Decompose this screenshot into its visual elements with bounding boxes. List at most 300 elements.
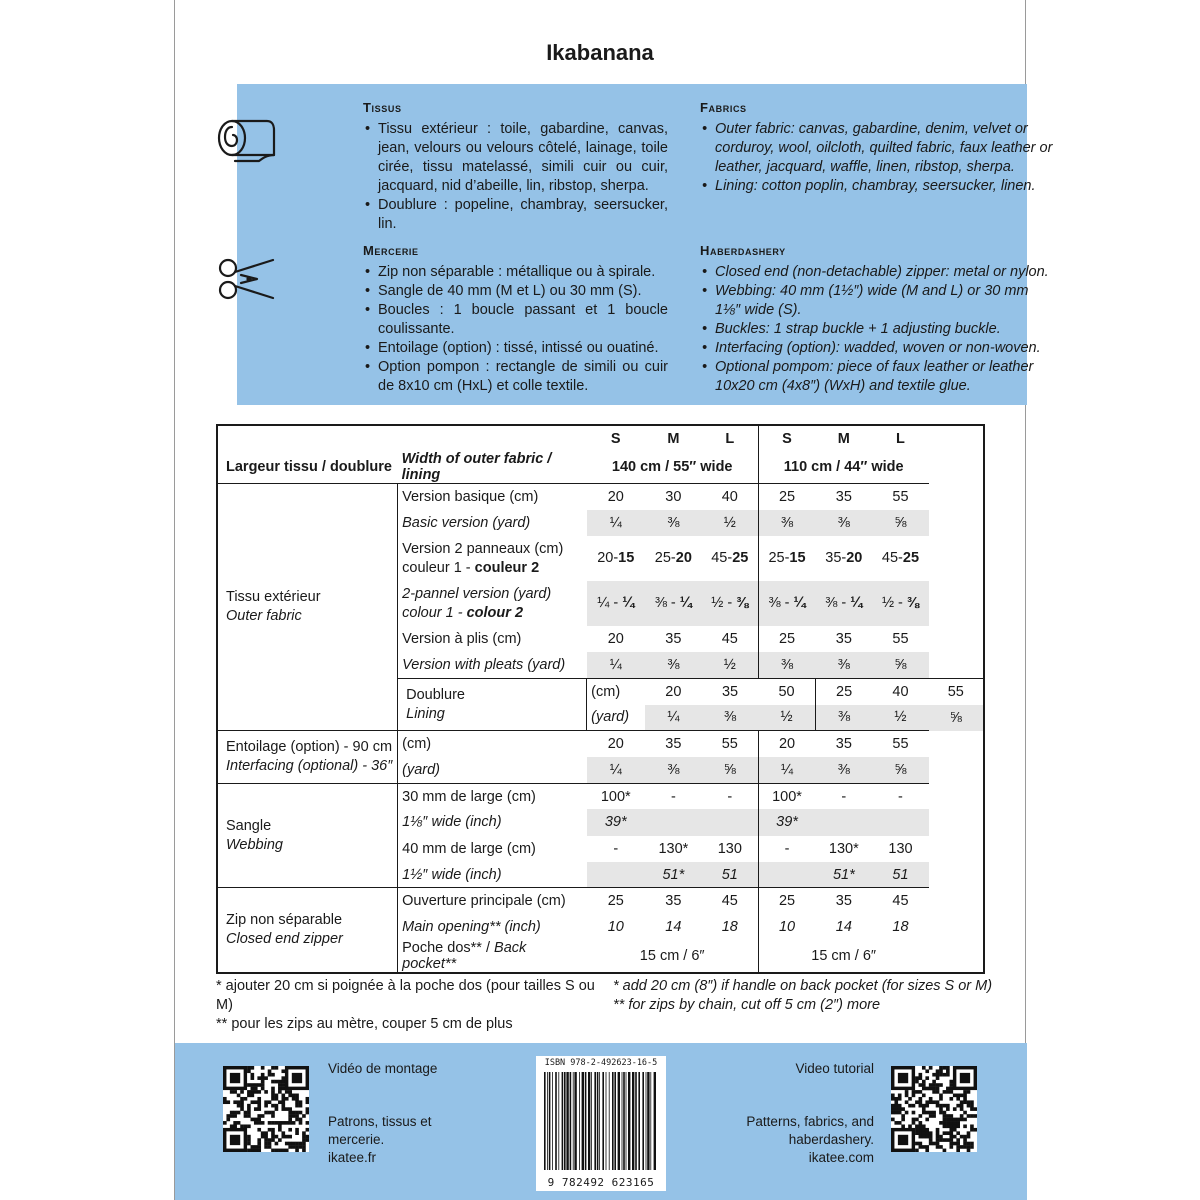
barcode-bar [544,1072,546,1170]
qr-module [963,1124,967,1128]
row-label: (cm) [398,731,587,757]
cell: ½ [872,705,928,731]
qr-module [299,1145,303,1149]
qr-module [946,1121,950,1125]
cell: 55 [702,731,758,757]
table-row [217,888,984,914]
qr-module [233,1100,237,1104]
qr-module [264,1131,268,1135]
qr-module [302,1138,306,1142]
qr-module [278,1080,282,1084]
cell [872,536,928,581]
cell: 45 [872,888,928,914]
qr-module [960,1145,964,1149]
qr-module [275,1094,279,1098]
qr-module [281,1094,285,1098]
qr-module [237,1104,241,1108]
qr-module [925,1111,929,1115]
qr-module [939,1083,943,1087]
qr-module [271,1073,275,1077]
qr-module [292,1094,296,1098]
qr-module [257,1097,261,1101]
qr-module [946,1104,950,1108]
qr-module [288,1145,292,1149]
cell: ⅜ [645,757,702,783]
qr-module [257,1090,261,1094]
qr-module [285,1090,289,1094]
qr-module [970,1107,974,1111]
list-item: • Lining: cotton poplin, chambray, seersucker, linen. [700,177,1055,196]
qr-module [257,1118,261,1122]
qr-module [240,1097,244,1101]
shop-fr [328,1113,432,1167]
qr-module [939,1121,943,1125]
qr-finder [292,1073,302,1083]
cell: 50 [758,678,815,704]
cell: 10 [758,914,815,940]
qr-module [275,1104,279,1108]
row-label: 1⅛″ wide (inch) [402,814,502,831]
qr-module [912,1090,916,1094]
qr-module [271,1149,275,1152]
pattern-sheet [174,0,1053,1200]
qr-module [936,1073,940,1077]
shop-en [746,1113,874,1167]
cell: 130 [888,840,913,857]
qr-module [953,1121,957,1125]
qr-module [922,1087,926,1091]
qr-module [257,1138,261,1142]
qr-module [247,1107,251,1111]
qr-module [946,1118,950,1122]
cell: 100* [587,783,645,809]
qr-module [271,1104,275,1108]
cell [645,809,702,835]
qr-module [264,1100,268,1104]
video-en: Video tutorial [795,1061,874,1076]
qr-module [306,1121,309,1125]
cell: 15 cm / 6″ [758,940,928,973]
row-label: Basic version (yard) [402,514,531,531]
cell-part: 15 [618,550,635,567]
qr-module [254,1107,258,1111]
qr-module [908,1124,912,1128]
qr-module [932,1073,936,1077]
qr-module [936,1069,940,1073]
note: ** pour les zips au mètre, couper 5 cm de plus [216,1016,513,1032]
qr-module [963,1138,967,1142]
qr-module [894,1097,898,1101]
qr-module [925,1087,929,1091]
qr-module [268,1142,272,1146]
cell-part: 25 [732,550,749,567]
cell: 51 [872,862,928,888]
qr-module [956,1124,960,1128]
qr-module [278,1100,282,1104]
barcode-bar [585,1072,587,1170]
qr-module [306,1138,309,1142]
row-label-line: 2-pannel version (yard) [402,585,552,602]
qr-module [963,1100,967,1104]
qr-module [929,1097,933,1101]
row-label [398,940,587,973]
qr-module [932,1111,936,1115]
qr-module [295,1128,299,1132]
qr-module [919,1121,923,1125]
qr-module [285,1121,289,1125]
qr-module [915,1142,919,1146]
qr-module [919,1076,923,1080]
qr-module [281,1131,285,1135]
qr-module [247,1083,251,1087]
qr-module [960,1118,964,1122]
qr-module [922,1124,926,1128]
qr-module [254,1121,258,1125]
list-item: • Outer fabric: canvas, gabardine, denim, velvet or corduroy, wool, oilcloth, quilted fabric, faux leather or leather, jacquard, waffle, linen, ribstop, sherpa. [700,120,1055,177]
qr-module [244,1114,248,1118]
qr-module [223,1097,227,1101]
qr-module [244,1111,248,1115]
size-label: S [610,430,621,447]
cell: 20 [587,484,645,510]
qr-module [257,1128,261,1132]
qr-module [257,1114,261,1118]
qr-module [960,1104,964,1108]
qr-module [306,1100,309,1104]
row-label: (yard) [402,761,440,778]
header-en: Width of outer fabric / lining [401,451,552,484]
cell: 35 [815,731,872,757]
site-en-link[interactable]: ikatee.com [808,1150,874,1165]
cell-part: 25- [768,550,790,567]
cell: 45 [702,888,758,914]
qr-module [939,1069,943,1073]
qr-module [275,1066,279,1070]
barcode-bar [549,1072,551,1170]
qr-module [919,1128,923,1132]
qr-module [915,1100,919,1104]
qr-module [915,1090,919,1094]
cell: ⅜ [758,652,815,678]
qr-module [943,1104,947,1108]
cell: ⅝ [702,757,758,783]
cell: ⅜ [645,652,702,678]
qr-module [302,1114,306,1118]
qr-module [251,1076,255,1080]
qr-module [936,1145,940,1149]
cell: 25 [758,484,815,510]
qr-module [929,1131,933,1135]
cell: 18 [721,919,738,936]
qr-code-en[interactable] [891,1066,977,1152]
qr-module [956,1149,960,1152]
cell: 35 [815,484,872,510]
cell: ⅜ [815,757,872,783]
cell-part: ⅜ - [825,595,851,612]
qr-module [912,1094,916,1098]
barcode-bar [623,1072,625,1170]
cell: - [815,783,872,809]
qr-module [943,1073,947,1077]
width-header-row [217,451,984,484]
qr-module [264,1090,268,1094]
qr-module [949,1080,953,1084]
row-label-part: colour 1 - [402,604,467,621]
qr-module [925,1104,929,1108]
qr-module [898,1104,902,1108]
cell: 51* [645,862,702,888]
barcode-bar [622,1072,623,1170]
qr-module [292,1114,296,1118]
qr-module [967,1131,971,1135]
cell: ⅝ [872,652,928,678]
qr-module [288,1128,292,1132]
cell [872,809,928,835]
qr-module [939,1104,943,1108]
qr-module [963,1097,967,1101]
qr-module [281,1121,285,1125]
qr-module [306,1135,309,1139]
table-row [217,783,984,809]
qr-module [288,1135,292,1139]
qr-module [925,1069,929,1073]
qr-module [898,1107,902,1111]
qr-module [281,1087,285,1091]
qr-module [967,1090,971,1094]
qr-module [251,1083,255,1087]
cell: 14 [665,919,682,936]
qr-module [299,1118,303,1122]
qr-module [939,1111,943,1115]
qr-module [898,1097,902,1101]
row-label-part: couleur 1 - [402,559,475,576]
isbn-text: ISBN 978-2-492623-16-5 [544,1058,658,1068]
cell [587,536,645,581]
qr-module [302,1131,306,1135]
qr-module [261,1076,265,1080]
list-item: • Webbing: 40 mm (1½″) wide (M and L) or 30 mm 1⅛″ wide (S). [700,282,1055,320]
qr-module [946,1087,950,1091]
qr-module [278,1138,282,1142]
qr-module [970,1114,974,1118]
row-label-part: Back pocket** [402,940,527,973]
qr-module [261,1066,265,1070]
list-item: • Closed end (non-detachable) zipper: metal or nylon. [700,263,1055,282]
qr-module [285,1097,289,1101]
qr-module [960,1094,964,1098]
fabric-roll-icon [215,114,277,171]
qr-module [275,1121,279,1125]
qr-module [929,1087,933,1091]
qr-finder [230,1135,240,1145]
cell: ⅜ [702,705,758,731]
qr-module [271,1135,275,1139]
cell: - [758,836,815,862]
cell: 25 [815,678,872,704]
cell: 55 [892,631,909,648]
row-label: Version basique (cm) [398,484,587,510]
cell-part: ¼ [622,595,635,612]
cell-part: 35- [825,550,847,567]
row-label: Main opening** (inch) [402,919,541,936]
qr-module [271,1128,275,1132]
qr-module [929,1138,933,1142]
cell [702,809,758,835]
qr-module [251,1145,255,1149]
qr-module [251,1094,255,1098]
cell [587,581,645,626]
qr-module [247,1066,251,1070]
qr-module [956,1145,960,1149]
qr-module [894,1100,898,1104]
qr-module [898,1094,902,1098]
qr-module [257,1142,261,1146]
qr-module [929,1111,933,1115]
qr-module [292,1142,296,1146]
qr-code-fr[interactable] [223,1066,309,1152]
qr-module [943,1066,947,1070]
cell: 45 [721,631,738,648]
qr-module [932,1087,936,1091]
cell: - [872,783,928,809]
qr-module [949,1142,953,1146]
qr-module [247,1104,251,1108]
barcode-bar [588,1072,590,1170]
cell: 20 [607,631,624,648]
cell: 25 [587,888,645,914]
group-interfacing [217,731,398,783]
qr-module [970,1104,974,1108]
table-row [217,731,984,757]
qr-module [960,1107,964,1111]
barcode-bar [642,1072,644,1170]
qr-module [891,1104,895,1108]
qr-module [946,1090,950,1094]
qr-module [912,1104,916,1108]
group-zipper [217,888,398,973]
qr-module [295,1149,299,1152]
size-label: S [758,425,815,451]
qr-module [963,1118,967,1122]
qr-module [922,1104,926,1108]
qr-module [891,1107,895,1111]
qr-finder [898,1073,908,1083]
qr-module [271,1097,275,1101]
qr-module [254,1145,258,1149]
cell-part: 45- [711,550,733,567]
barcode-bar [574,1072,576,1170]
cell: 35 [645,731,702,757]
qr-module [912,1118,916,1122]
cell-part: ¼ - [597,595,623,612]
qr-module [960,1100,964,1104]
cell: ½ [758,705,815,731]
qr-module [271,1131,275,1135]
cell-part: ⅜ [906,595,920,612]
cell [702,536,758,581]
qr-finder [898,1135,908,1145]
qr-module [285,1135,289,1139]
qr-module [251,1090,255,1094]
qr-module [244,1097,248,1101]
cell [815,536,872,581]
fabrics-fr-heading: Tissus [363,100,402,115]
qr-module [288,1118,292,1122]
cell-part: 20- [597,550,619,567]
cell: 55 [872,731,928,757]
qr-module [288,1094,292,1098]
qr-module [919,1104,923,1108]
cell-part: ⅜ - [654,595,680,612]
qr-module [912,1111,916,1115]
qr-module [226,1114,230,1118]
qr-module [919,1135,923,1139]
qr-module [925,1076,929,1080]
haberdashery-en [700,241,1055,396]
qr-module [257,1145,261,1149]
size-label: M [837,430,850,447]
qr-module [292,1097,296,1101]
cell: ⅜ [815,705,872,731]
qr-module [233,1124,237,1128]
cell: ⅜ [815,652,872,678]
qr-module [275,1142,279,1146]
qr-module [278,1121,282,1125]
qr-module [925,1118,929,1122]
qr-module [240,1090,244,1094]
qr-module [943,1121,947,1125]
cell-part: ¼ [679,595,692,612]
qr-module [271,1087,275,1091]
cell: ⅝ [929,705,984,731]
barcode-bar [632,1072,634,1170]
qr-module [292,1145,296,1149]
qr-module [922,1135,926,1139]
group-label-en: Closed end zipper [226,931,343,948]
qr-module [288,1090,292,1094]
qr-module [295,1131,299,1135]
site-fr-link[interactable]: ikatee.fr [328,1150,377,1165]
qr-module [275,1149,279,1152]
cell: 25 [758,626,815,652]
qr-module [271,1114,275,1118]
group-label-en: Lining [406,705,445,722]
qr-module [929,1100,933,1104]
cell: 14 [835,919,852,936]
qr-module [908,1104,912,1108]
row-label: 1½″ wide (inch) [402,866,502,883]
qr-module [254,1149,258,1152]
barcode-bar [638,1072,640,1170]
barcode-bar [647,1072,649,1170]
qr-module [956,1142,960,1146]
qr-module [922,1131,926,1135]
qr-module [919,1114,923,1118]
cell [815,581,872,626]
qr-module [967,1100,971,1104]
qr-module [281,1076,285,1080]
qr-module [936,1138,940,1142]
cell: ⅜ [645,510,702,536]
qr-module [943,1114,947,1118]
cell: 100* [758,783,815,809]
qr-module [268,1111,272,1115]
barcode-bar [564,1072,566,1170]
qr-module [946,1069,950,1073]
cell [587,862,645,888]
qr-module [905,1111,909,1115]
qr-module [912,1121,916,1125]
